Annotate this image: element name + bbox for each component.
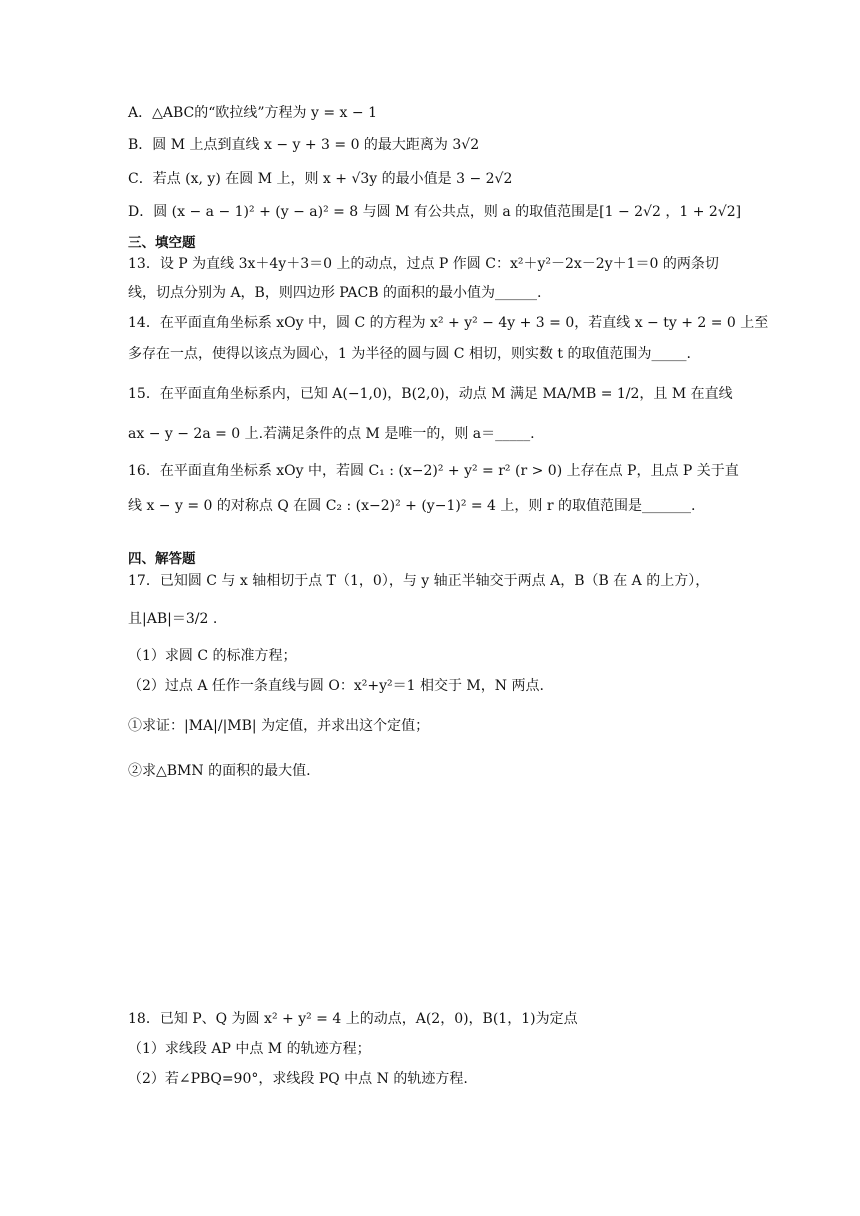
question-15-line-1: 15．在平面直角坐标系内，已知 A(−1,0)，B(2,0)，动点 M 满足 MA/MB = 1/2，且 M 在直线 (128, 386, 733, 402)
question-13-line-1: 13．设 P 为直线 3x＋4y＋3＝0 上的动点，过点 P 作圆 C：x²＋y²－2x－2y＋1＝0 的两条切 (128, 256, 719, 272)
option-c: C．若点 (x, y) 在圆 M 上，则 x + √3y 的最小值是 3 − 2√2 (128, 171, 513, 187)
question-16-line-1: 16．在平面直角坐标系 xOy 中，若圆 C₁ : (x−2)² + y² = r² (r > 0) 上存在点 P，且点 P 关于直 (128, 463, 739, 479)
option-a: A．△ABC的“欧拉线”方程为 y = x − 1 (128, 105, 377, 121)
question-17-part-1: （1）求圆 C 的标准方程； (128, 648, 297, 664)
option-b: B．圆 M 上点到直线 x − y + 3 = 0 的最大距离为 3√2 (128, 137, 480, 153)
question-14-line-1: 14．在平面直角坐标系 xOy 中，圆 C 的方程为 x² + y² − 4y + 3 = 0，若直线 x − ty + 2 = 0 上至 (128, 315, 769, 331)
question-17-line-1: 17．已知圆 C 与 x 轴相切于点 T（1，0），与 y 轴正半轴交于两点 A，B（B 在 A 的上方）， (128, 573, 710, 589)
question-15-line-2: ax − y − 2a = 0 上.若满足条件的点 M 是唯一的，则 a＝_____. (128, 426, 535, 442)
option-d: D．圆 (x − a − 1)² + (y − a)² = 8 与圆 M 有公共点，则 a 的取值范围是[1 − 2√2 ，1 + 2√2] (128, 204, 742, 220)
question-17-part-2: （2）过点 A 任作一条直线与圆 O：x²+y²＝1 相交于 M，N 两点. (128, 678, 544, 694)
question-18-line-1: 18．已知 P、Q 为圆 x² + y² = 4 上的动点，A(2，0)，B(1，1)为定点 (128, 1011, 578, 1027)
question-13-line-2: 线，切点分别为 A，B，则四边形 PACB 的面积的最小值为______. (128, 285, 542, 301)
question-17-line-2: 且|AB|＝3/2 . (128, 611, 218, 627)
question-14-line-2: 多存在一点，使得以该点为圆心，1 为半径的圆与圆 C 相切，则实数 t 的取值范围为_____. (128, 346, 691, 362)
section-heading-fill-blank: 三、填空题 (128, 235, 196, 251)
question-18-part-1: （1）求线段 AP 中点 M 的轨迹方程； (128, 1041, 371, 1057)
question-16-line-2: 线 x − y = 0 的对称点 Q 在圆 C₂ : (x−2)² + (y−1)² = 4 上，则 r 的取值范围是_______. (128, 498, 696, 514)
section-heading-answer: 四、解答题 (128, 551, 196, 567)
question-18-part-2: （2）若∠PBQ=90°，求线段 PQ 中点 N 的轨迹方程. (128, 1071, 468, 1087)
question-17-part-2b: ②求△BMN 的面积的最大值. (128, 763, 311, 779)
question-17-part-2a: ①求证：|MA|/|MB| 为定值，并求出这个定值； (128, 718, 430, 734)
